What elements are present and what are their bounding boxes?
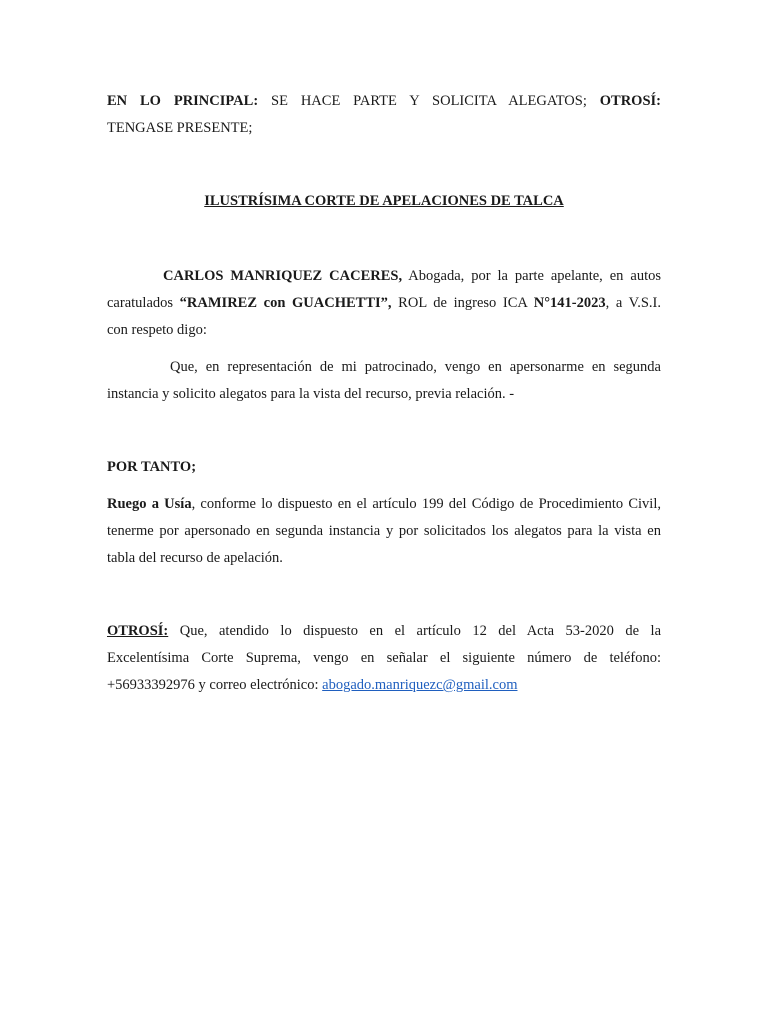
otrosi-line-2: Excelentísima Corte Suprema, vengo en señalar el siguiente número de teléfono: (107, 650, 661, 666)
email-link[interactable]: abogado.manriquezc@gmail.com (322, 677, 518, 693)
case-name: “RAMIREZ con GUACHETTI”, (179, 295, 392, 311)
ruego-line-3: tabla del recurso de apelación. (107, 550, 283, 566)
por-tanto-heading: POR TANTO; (107, 459, 197, 475)
otrosi-line-3 (107, 672, 661, 699)
principal-label: EN LO PRINCIPAL: (107, 93, 259, 109)
request-line-1: Que, en representación de mi patrocinado, vengo en apersonarme en segunda (170, 359, 661, 375)
intro-line-2 (107, 290, 661, 317)
otrosi-text-1: Que, atendido lo dispuesto en el artículo 12 del Acta 53-2020 de la (168, 623, 661, 639)
rol-number: N°141-2023 (533, 295, 606, 311)
otrosi-text-3: +56933392976 y correo electrónico: (107, 677, 323, 693)
request-paragraph (107, 354, 661, 408)
header-summary (107, 88, 661, 142)
principal-text: SE HACE PARTE Y SOLICITA ALEGATOS; (271, 93, 587, 109)
intro-text-1: Abogada, por la parte apelante, en autos (408, 268, 661, 284)
ruego-paragraph (107, 491, 661, 572)
otrosi-text: TENGASE PRESENTE; (107, 120, 253, 136)
otrosi-label-2: OTROSÍ: (107, 623, 169, 639)
ruego-line-1 (107, 491, 661, 518)
otrosi-paragraph (107, 618, 661, 699)
intro-line-1 (107, 263, 661, 290)
intro-line-3: con respeto digo: (107, 322, 207, 338)
ruego-text-1: , conforme lo dispuesto en el artículo 199 del Código de Procedimiento Civil, (191, 496, 661, 512)
intro-text-4: , a V.S.I. (605, 295, 662, 311)
ruego-label: Ruego a Usía (107, 496, 192, 512)
request-line-2: instancia y solicito alegatos para la vista del recurso, previa relación. - (107, 386, 515, 402)
intro-text-2: caratulados (107, 295, 174, 311)
lawyer-name: CARLOS MANRIQUEZ CACERES, (163, 268, 403, 284)
intro-text-3: ROL de ingreso ICA (398, 295, 528, 311)
otrosi-label: OTROSÍ: (599, 93, 661, 109)
intro-paragraph (107, 263, 661, 344)
ruego-line-2: tenerme por apersonado en segunda instancia y por solicitados los alegatos para la vista en (107, 523, 661, 539)
header-line-1 (107, 88, 661, 115)
court-title: ILUSTRÍSIMA CORTE DE APELACIONES DE TALCA (204, 193, 564, 209)
otrosi-line-1 (107, 618, 661, 645)
